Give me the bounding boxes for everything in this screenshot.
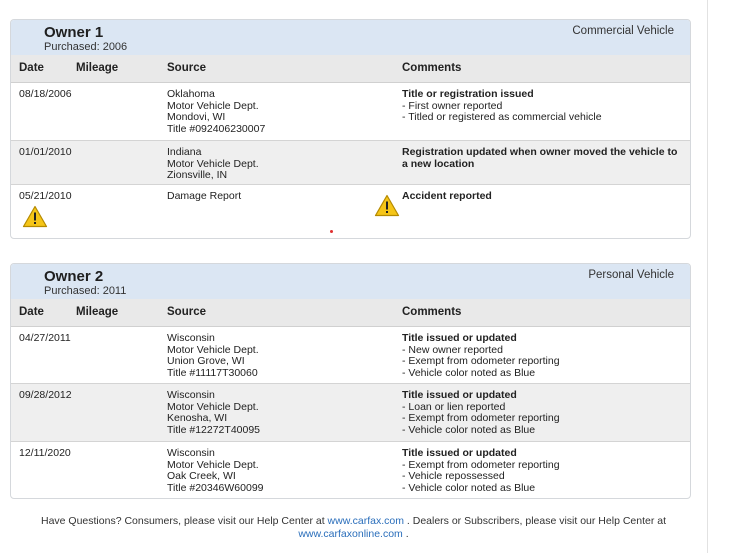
col-mileage: Mileage — [76, 62, 119, 74]
table-row — [11, 83, 690, 141]
comment-line: - Vehicle color noted as Blue — [402, 423, 536, 436]
record-date: 04/27/2011 — [19, 332, 71, 344]
comment-line: - Exempt from odometer reporting — [402, 458, 560, 471]
record-date: 05/21/2010 — [19, 190, 72, 202]
comment-line: - Titled or registered as commercial vehicle — [402, 111, 602, 123]
col-date: Date — [19, 306, 44, 318]
comment-line: - New owner reported — [402, 343, 503, 356]
owner-2-card — [10, 263, 691, 499]
source-line: Motor Vehicle Dept. — [167, 157, 259, 170]
col-mileage: Mileage — [76, 306, 119, 318]
source-line: Title #12272T40095 — [167, 423, 261, 436]
footer-text: . Dealers or Subscribers, please visit our Help Center at — [403, 515, 667, 527]
source-line: Indiana — [167, 146, 202, 158]
source-line: Zionsville, IN — [167, 169, 228, 181]
source-line: Union Grove, WI — [167, 355, 245, 367]
record-source — [167, 191, 241, 203]
table-row — [11, 327, 690, 384]
source-line: Motor Vehicle Dept. — [167, 458, 259, 471]
source-line: Wisconsin — [167, 447, 215, 459]
footer-text: . — [402, 528, 409, 540]
source-line: Title #092406230007 — [167, 122, 266, 135]
footer-text: Have Questions? Consumers, please visit our Help Center at — [40, 515, 328, 527]
col-source: Source — [167, 306, 206, 318]
record-comments — [402, 191, 682, 203]
owner-2-header — [11, 264, 690, 299]
table-row — [11, 384, 690, 442]
col-comments: Comments — [402, 306, 462, 318]
comment-title: Title or registration issued — [402, 88, 534, 100]
record-source — [167, 89, 265, 135]
comment-line: - Vehicle color noted as Blue — [402, 366, 536, 379]
carfax-link[interactable]: www.carfax.com — [327, 515, 404, 527]
comment-title: Title issued or updated — [402, 332, 517, 344]
owner-title: Owner 1 — [44, 24, 104, 41]
comment-line: - Vehicle repossessed — [402, 470, 505, 482]
record-date: 01/01/2010 — [19, 146, 72, 158]
source-line: Title #20346W60099 — [167, 481, 264, 494]
record-date: 09/28/2012 — [19, 389, 72, 401]
source-line: Oklahoma — [167, 88, 215, 100]
owner-1-card — [10, 19, 691, 239]
comment-line: - Loan or lien reported — [402, 400, 506, 413]
source-line: Damage Report — [167, 190, 242, 202]
source-line: Wisconsin — [167, 389, 215, 401]
source-line: Wisconsin — [167, 332, 215, 344]
source-line: Motor Vehicle Dept. — [167, 400, 259, 413]
comment-line: - Vehicle color noted as Blue — [402, 481, 536, 494]
table-row — [11, 185, 690, 238]
owner-1-header — [11, 20, 690, 55]
warning-icon — [374, 194, 400, 217]
record-comments — [402, 89, 682, 124]
vehicle-type: Commercial Vehicle — [572, 25, 674, 37]
help-footer — [0, 515, 707, 541]
record-source — [167, 147, 259, 182]
record-source — [167, 333, 259, 379]
warning-icon — [22, 205, 48, 228]
record-comments — [402, 147, 682, 170]
comment-line: - Exempt from odometer reporting — [402, 355, 560, 367]
record-source — [167, 448, 264, 494]
comment-line: - Exempt from odometer reporting — [402, 412, 560, 424]
comment-line: - First owner reported — [402, 99, 503, 112]
source-line: Kenosha, WI — [167, 412, 228, 424]
col-comments: Comments — [402, 62, 462, 74]
owner-title: Owner 2 — [44, 268, 104, 285]
carfaxonline-link[interactable]: www.carfaxonline.com — [298, 528, 403, 540]
right-divider — [707, 0, 708, 553]
comment-title: Title issued or updated — [402, 447, 517, 459]
record-source — [167, 390, 260, 436]
source-line: Motor Vehicle Dept. — [167, 343, 259, 356]
comment-title: Accident reported — [402, 190, 492, 202]
owner-purchased: Purchased: 2006 — [44, 41, 128, 53]
owner-purchased: Purchased: 2011 — [44, 285, 127, 297]
col-date: Date — [19, 62, 44, 74]
column-header — [11, 299, 690, 327]
source-line: Title #11117T30060 — [167, 366, 258, 379]
table-row — [11, 442, 690, 498]
record-comments — [402, 390, 682, 436]
red-dot — [330, 230, 333, 233]
record-date: 08/18/2006 — [19, 88, 72, 100]
comment-title: Registration updated when owner moved the vehicle to a new location — [402, 146, 678, 170]
source-line: Motor Vehicle Dept. — [167, 99, 259, 112]
source-line: Oak Creek, WI — [167, 470, 236, 482]
comment-title: Title issued or updated — [402, 389, 517, 401]
record-date: 12/11/2020 — [19, 447, 71, 459]
record-comments — [402, 333, 682, 379]
table-row — [11, 141, 690, 185]
record-comments — [402, 448, 682, 494]
source-line: Mondovi, WI — [167, 111, 226, 123]
column-header — [11, 55, 690, 83]
col-source: Source — [167, 62, 206, 74]
vehicle-type: Personal Vehicle — [588, 269, 674, 281]
